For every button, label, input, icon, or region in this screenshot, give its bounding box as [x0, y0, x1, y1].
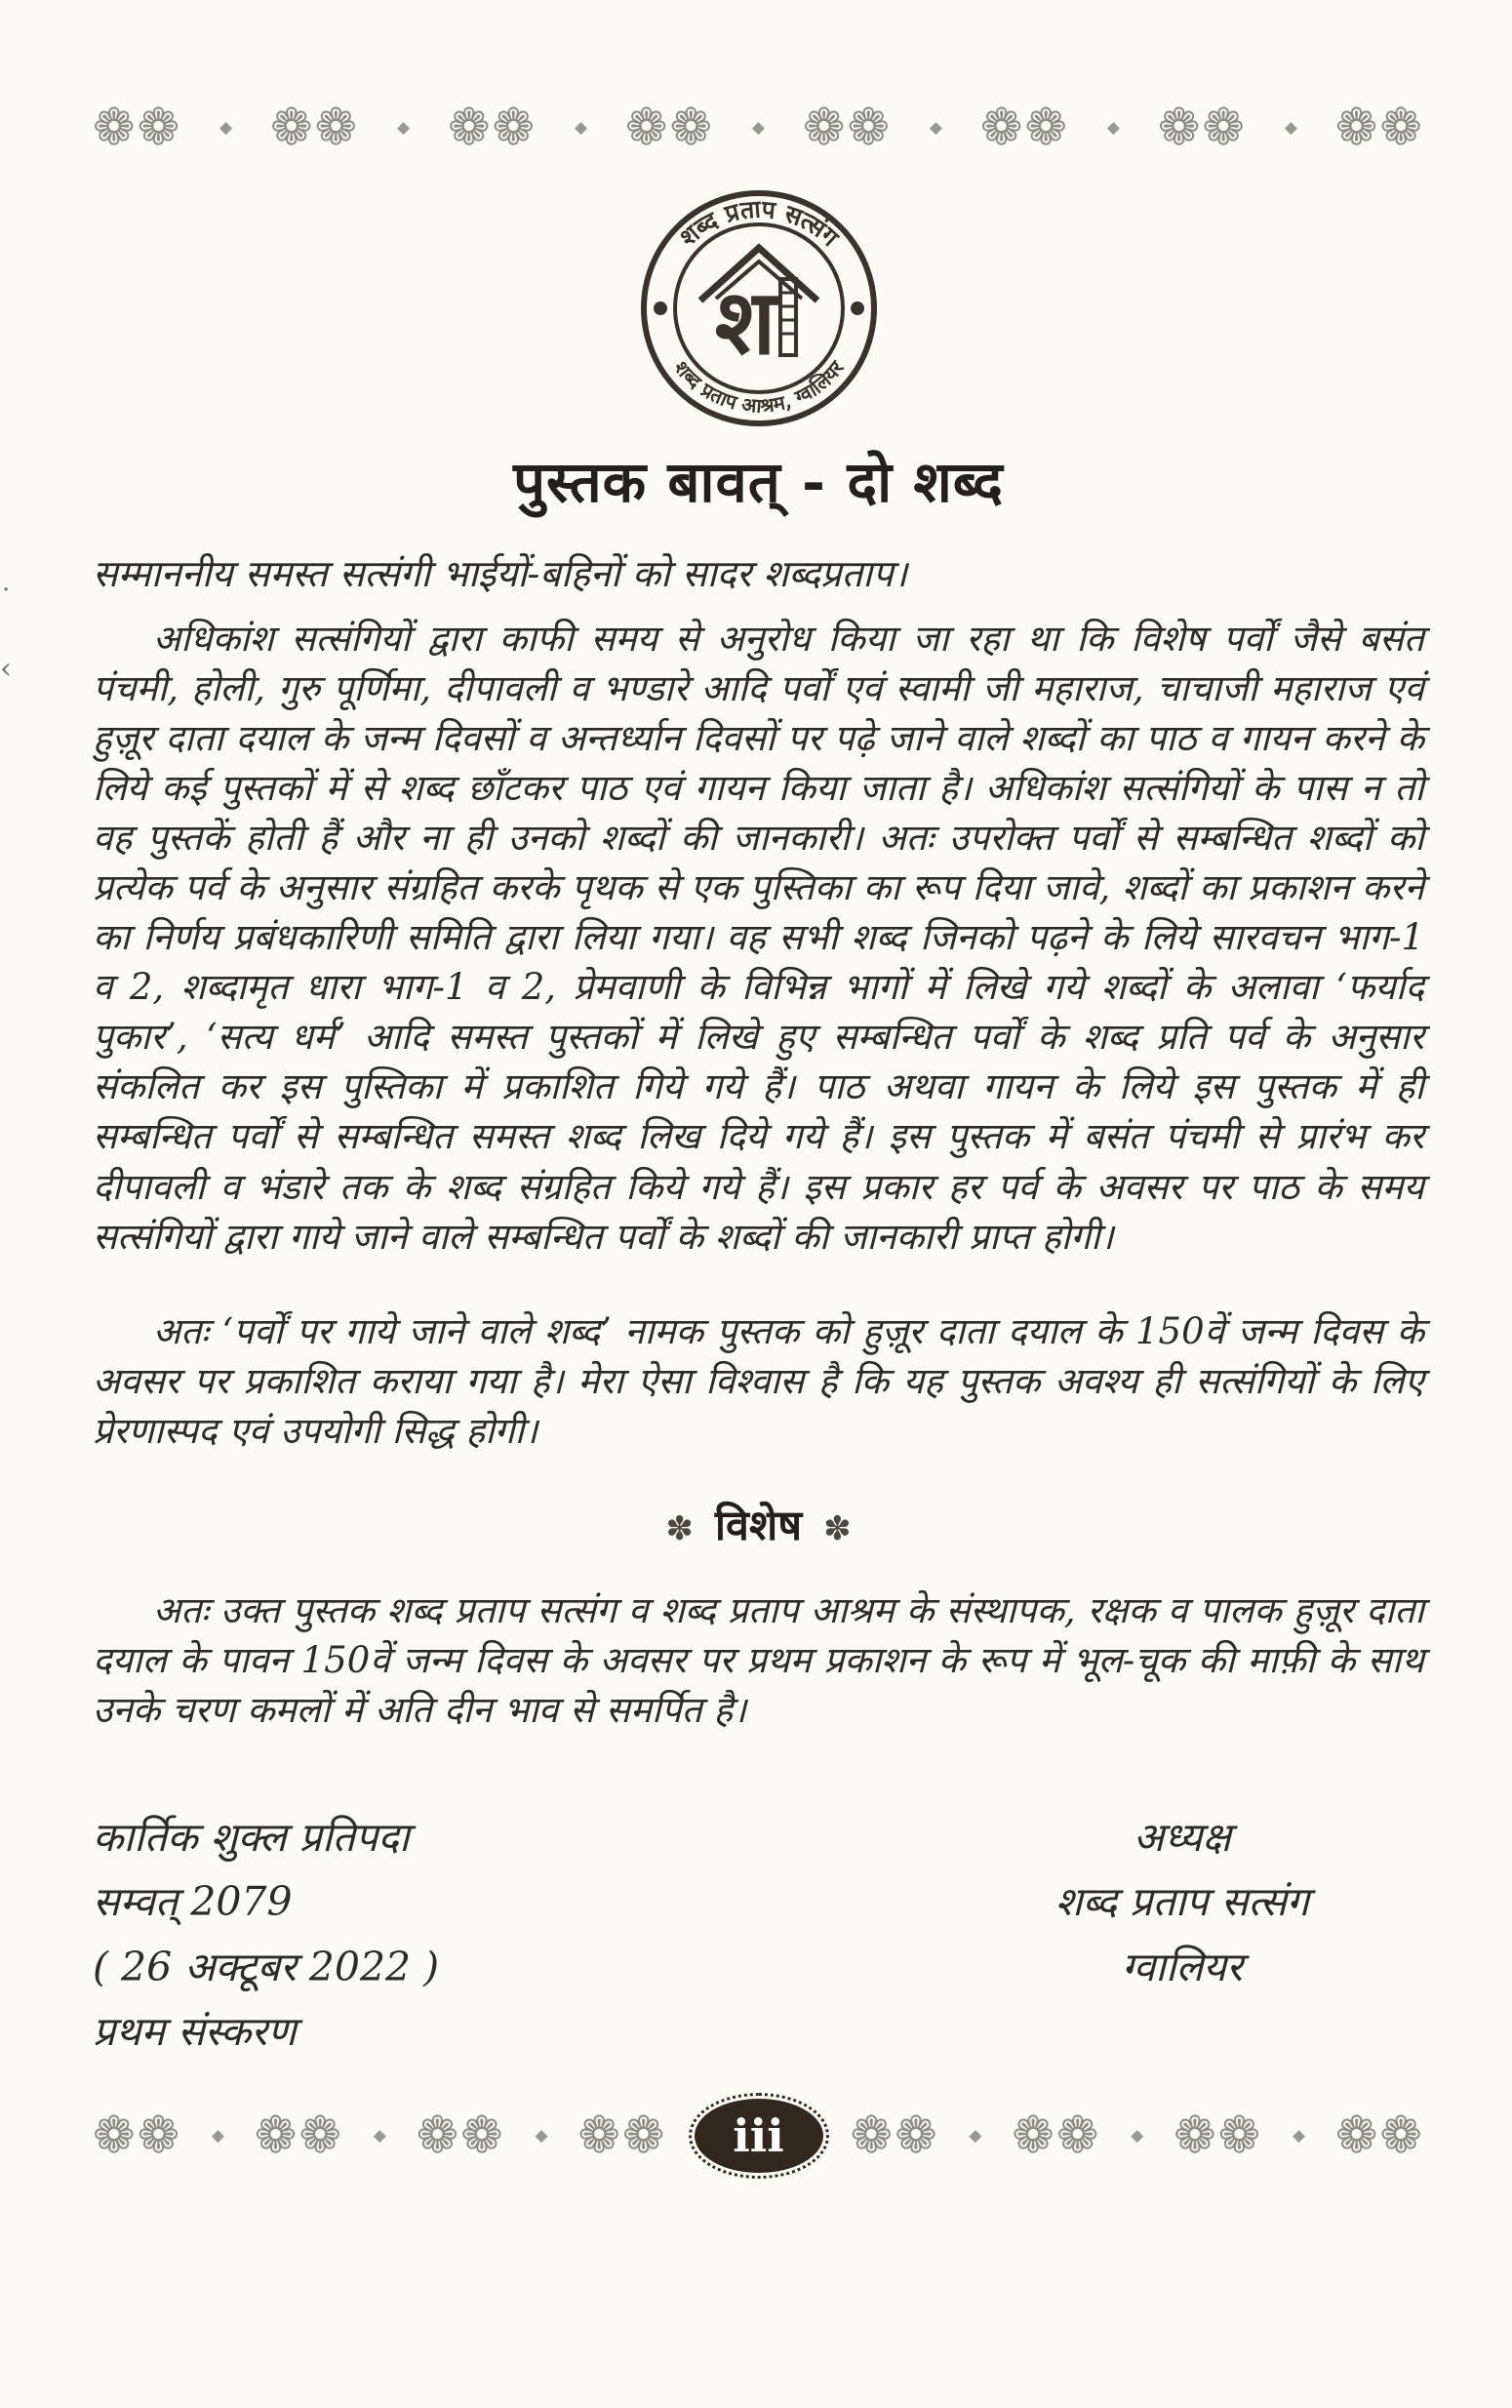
- body-paragraph-1: अधिकांश सत्संगियों द्वारा काफी समय से अनुरोध किया जा रहा था कि विशेष पर्वों जैसे बसंत पंचमी, होली, गुरु पूर्णिमा, दीपावली व भण्डारे आदि पर्वों एवं स्वामी जी महाराज, चाचाजी महाराज एवं हुज़ूर दाता दयाल के जन्म दिवसों व अन्तर्ध्यान दिवसों पर पढ़े जाने वाले शब्दों का पाठ व गायन करने के लिये कई पुस्तकों में से शब्द छाँटकर पाठ एवं गायन किया जाता है। अधिकांश सत्संगियों के पास न तो वह पुस्तकें होती हैं और ना ही उनको शब्दों की जानकारी। अतः उपरोक्त पर्वों से सम्बन्धित शब्दों को प्रत्येक पर्व के अनुसार संग्रहित करके पृथक से एक पुस्तिका का रूप दिया जावे, शब्दों का प्रकाशन करने का निर्णय प्रबंधकारिणी समिति द्वारा लिया गया। वह सभी शब्द जिनको पढ़ने के लिये सारवचन भाग-1 व 2, शब्दामृत धारा भाग-1 व 2, प्रेमवाणी के विभिन्न भागों में लिखे गये शब्दों के अलावा ‘फर्याद पुकार’, ‘सत्य धर्म’ आदि समस्त पुस्तकों में लिखे हुए सम्बन्धित पर्वों के शब्द प्रति पर्व के अनुसार संकलित कर इस पुस्तिका में प्रकाशित गिये गये हैं। पाठ अथवा गायन के लिये इस पुस्तक में ही सम्बन्धित पर्वों से सम्बन्धित समस्त शब्द लिख दिये गये हैं। इस पुस्तक में बसंत पंचमी से प्रारंभ कर दीपावली व भंडारे तक के शब्द संग्रहित किये गये हैं। इस प्रकार हर पर्व के अवसर पर पाठ के समय सत्संगियों द्वारा गाये जाने वाले सम्बन्धित पर्वों के शब्दों की जानकारी प्राप्त होगी।: [93, 618, 1424, 1258]
- special-section-heading: [93, 1495, 1424, 1552]
- ashram-seal-logo: [93, 185, 1424, 431]
- ornament-separator-icon: ◆: [1284, 118, 1297, 138]
- footer-signature-line: अध्यक्ष: [1133, 1813, 1231, 1861]
- footer-date-line: ( 26 अक्टूबर 2022 ): [93, 1943, 440, 1990]
- footer-date-line: कार्तिक शुक्ल प्रतिपदा: [93, 1813, 410, 1861]
- flower-ornament-icon: ❁❁: [447, 99, 537, 157]
- ornament-separator-icon: ◆: [396, 118, 411, 138]
- seal-emblem-icon: [636, 185, 882, 431]
- flower-ornament-icon: ❁❁: [850, 2106, 939, 2165]
- seal-center-glyph: श: [714, 269, 776, 375]
- ornament-separator-icon: ◆: [969, 2125, 982, 2146]
- bottom-border-left: [93, 2098, 667, 2174]
- page-number-badge: iii: [695, 2099, 823, 2173]
- ornament-separator-icon: ◆: [1292, 2125, 1306, 2146]
- footer-signature-line: शब्द प्रताप सत्संग: [1054, 1878, 1309, 1926]
- ornament-separator-icon: ◆: [211, 2125, 224, 2146]
- flower-ornament-icon: ❁❁: [802, 99, 893, 157]
- seal-bottom-arc-text: शब्द प्रताप आश्रम, ग्वालियर: [668, 356, 849, 418]
- flower-ornament-icon: ❁❁: [1174, 2106, 1263, 2165]
- flower-ornament-icon: ❁❁: [93, 2106, 182, 2165]
- flower-ornament-icon: ❁❁: [979, 99, 1069, 157]
- flower-asterisk-icon: ✽: [823, 1508, 852, 1548]
- flower-ornament-icon: ❁❁: [93, 99, 182, 157]
- flower-ornament-icon: ❁❁: [577, 2106, 667, 2165]
- footer-date-block: [93, 1805, 439, 2065]
- flower-ornament-icon: ❁❁: [1012, 2106, 1101, 2165]
- seal-top-arc-text: शब्द प्रताप सत्संग: [673, 194, 844, 253]
- body-paragraph-3: अतः उक्त पुस्तक शब्द प्रताप सत्संग व शब्द प्रताप आश्रम के संस्थापक, रक्षक व पालक हुज़ूर दाता दयाल के पावन 150वें जन्म दिवस के अवसर पर प्रथम प्रकाशन के रूप में भूल-चूक की माफ़ी के साथ उनके चरण कमलों में अति दीन भाव से समर्पित है।: [93, 1588, 1424, 1731]
- flower-ornament-icon: ❁❁: [1334, 99, 1424, 157]
- bottom-border-right: [851, 2098, 1425, 2174]
- flower-ornament-icon: ❁❁: [624, 99, 715, 157]
- flower-ornament-icon: ❁❁: [416, 2106, 505, 2165]
- flower-asterisk-icon: ✽: [665, 1508, 694, 1548]
- top-ornament-border: [93, 90, 1424, 166]
- body-paragraph-2: अतः ‘पर्वों पर गाये जाने वाले शब्द’ नामक पुस्तक को हुज़ूर दाता दयाल के 150वें जन्म दिवस के अवसर पर प्रकाशित कराया गया है। मेरा ऐसा विश्वास है कि यह पुस्तक अवश्य ही सत्संगियों के लिए प्रेरणास्पद एवं उपयोगी सिद्ध होगी।: [93, 1309, 1424, 1452]
- flower-ornament-icon: ❁❁: [269, 99, 360, 157]
- footer-date-line: सम्वत् 2079: [93, 1878, 293, 1926]
- scan-speck: ‹: [0, 652, 12, 686]
- flower-ornament-icon: ❁❁: [254, 2106, 343, 2165]
- ornament-separator-icon: ◆: [1106, 118, 1120, 138]
- bottom-ornament-border: [93, 2098, 1424, 2174]
- salutation-line: सम्माननीय समस्त सत्संगी भाईयों-बहिनों को सादर शब्दप्रताप।: [93, 552, 908, 595]
- ornament-separator-icon: ◆: [373, 2125, 386, 2146]
- ornament-separator-icon: ◆: [219, 118, 233, 138]
- footer-date-line: प्रथम संस्करण: [93, 2008, 297, 2056]
- ornament-separator-icon: ◆: [1131, 2125, 1144, 2146]
- ornament-separator-icon: ◆: [535, 2125, 548, 2146]
- ornament-separator-icon: ◆: [574, 118, 588, 138]
- scan-speck: ·: [2, 576, 11, 605]
- footer-block: [93, 1805, 1424, 2065]
- page-title: पुस्तक बावत् - दो शब्द: [513, 449, 1004, 515]
- footer-signature-block: [1055, 1805, 1424, 2065]
- ornament-separator-icon: ◆: [751, 118, 765, 138]
- flower-ornament-icon: ❁❁: [1157, 99, 1247, 157]
- special-heading-text: विशेष: [714, 1501, 803, 1550]
- flower-ornament-icon: ❁❁: [1334, 2106, 1424, 2165]
- ornament-separator-icon: ◆: [929, 118, 942, 138]
- footer-signature-line: ग्वालियर: [1121, 1943, 1243, 1990]
